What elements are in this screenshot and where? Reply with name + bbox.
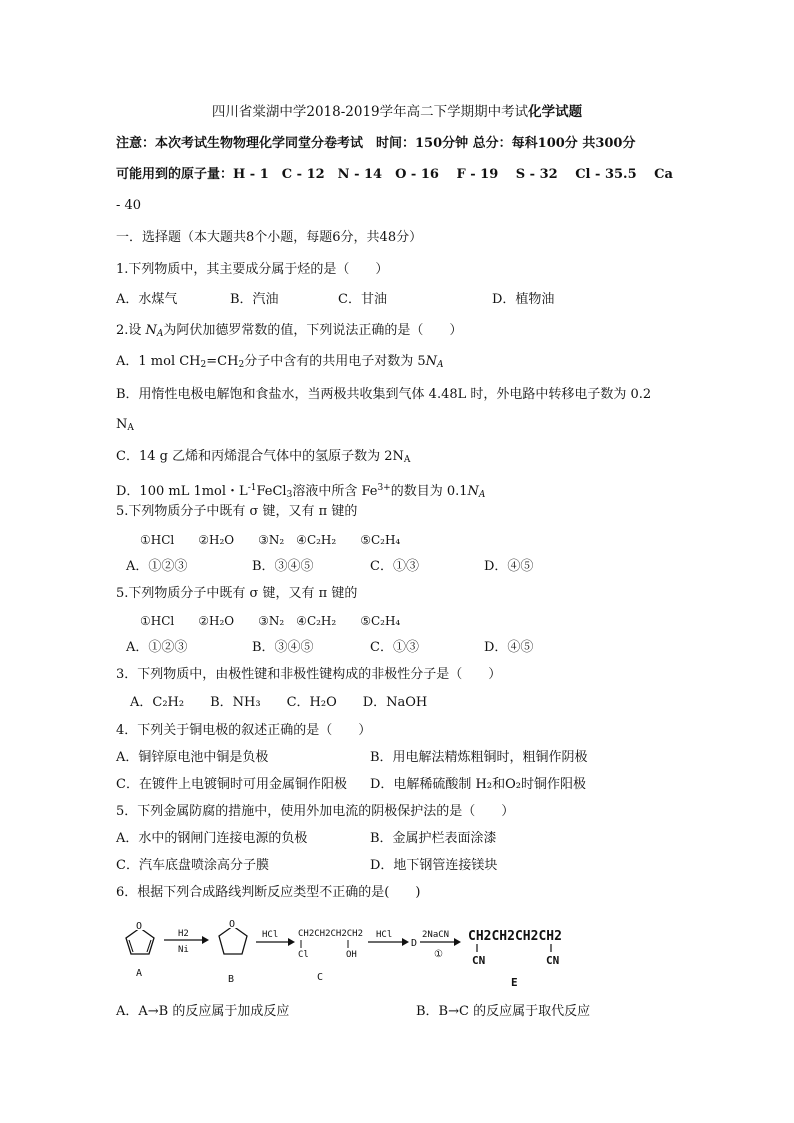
question-5a-option-c: C．①③ <box>370 559 419 574</box>
reagent-2nacn: 2NaCN <box>422 930 450 940</box>
exam-notice: 注意：本次考试生物物理化学同堂分卷考试 时间：150分钟 总分：每科100分 共300分 <box>116 136 636 151</box>
question-1-stem: 1.下列物质中，其主要成分属于烃的是（ ） <box>116 262 389 277</box>
question-5c-stem: 5．下列金属防腐的措施中，使用外加电流的阴极保护法的是（ ） <box>116 804 515 819</box>
compound-e <box>468 929 562 989</box>
question-5a-option-b: B．③④⑤ <box>252 559 314 574</box>
compound-e-cyano-2: CN <box>546 954 560 967</box>
arrow-h2-ni <box>164 929 209 955</box>
compound-e-label: E <box>511 976 518 989</box>
atomic-mass-line-2: - 40 <box>116 198 142 213</box>
question-6-option-b: B．B→C 的反应属于取代反应 <box>416 1004 591 1019</box>
question-5b-option-c: C．①③ <box>370 640 419 655</box>
question-1-option-a: A．水煤气 <box>116 292 178 307</box>
compound-b-label: B <box>228 974 235 985</box>
question-6-stem: 6．根据下列合成路线判断反应类型不正确的是( ) <box>116 885 421 900</box>
question-2-option-b-line-2: $N_A$ <box>116 417 134 433</box>
question-2-option-c: C．14 g 乙烯和丙烯混合气体中的氢原子数为 $2N_A$ <box>116 449 411 465</box>
reagent-hcl-2: HCl <box>376 930 393 940</box>
arrow-2nacn <box>420 930 461 960</box>
question-5a-items: ①HCl ②H₂O ③N₂ ④C₂H₂ ⑤C₂H₄ <box>140 533 401 547</box>
compound-d-label: D <box>411 938 418 949</box>
question-1-option-b: B．汽油 <box>230 292 279 307</box>
compound-c <box>298 929 363 983</box>
reagent-ni: Ni <box>178 945 189 955</box>
question-3-stem: 3．下列物质中，由极性键和非极性键构成的非极性分子是（ ） <box>116 667 502 682</box>
question-1-option-c: C．甘油 <box>338 292 387 307</box>
compound-a-label: A <box>136 968 143 979</box>
question-2-option-d: D．100 mL 1mol・$L^{-1}FeCl_3$溶液中所含 $Fe^{3+}$的数目为 $0.1N_A$ <box>116 483 486 500</box>
compound-b-oxygen: O <box>229 919 236 930</box>
compound-e-chain: CH2CH2CH2CH2 <box>468 929 562 944</box>
arrow-hcl-1 <box>256 930 295 946</box>
question-2-stem: 2.设 $N_A$为阿伏加德罗常数的值，下列说法正确的是（ ） <box>116 323 463 339</box>
question-2-option-a: A．1 mol $CH_2=CH_2$分子中含有的共用电子对数为 $5N_A$ <box>116 354 444 370</box>
compound-b-thf <box>219 918 247 985</box>
question-3-options: A．C₂H₂ B．NH₃ C．H₂O D．NaOH <box>130 695 428 710</box>
question-4-stem: 4．下列关于铜电极的叙述正确的是（ ） <box>116 723 372 738</box>
arrow-hcl-2 <box>368 930 417 949</box>
question-5b-option-b: B．③④⑤ <box>252 640 314 655</box>
question-5c-option-a: A．水中的钢闸门连接电源的负极 <box>116 831 308 846</box>
question-4-option-c: C．在镀件上电镀铜时可用金属铜作阳极 <box>116 777 347 792</box>
reagent-step-marker: ① <box>434 949 443 960</box>
reagent-h2: H2 <box>178 929 189 939</box>
question-5a-stem: 5.下列物质分子中既有 σ 键，又有 π 键的 <box>116 504 358 519</box>
question-4-option-d: D．电解稀硫酸制 H₂和O₂时铜作阳极 <box>370 777 586 792</box>
question-2-option-b-line-1: B．用惰性电极电解饱和食盐水，当两极共收集到气体 4.48L 时，外电路中转移电子数为 0.2 <box>116 387 652 402</box>
compound-a-furan <box>126 920 154 979</box>
question-5c-option-b: B．金属护栏表面涂漆 <box>370 831 497 846</box>
reagent-hcl-1: HCl <box>262 930 279 940</box>
section-heading: 一．选择题（本大题共8个小题，每题6分，共48分） <box>116 230 423 245</box>
page-title: 四川省棠湖中学2018-2019学年高二下学期期中考试化学试题 <box>211 104 583 120</box>
compound-e-cyano-1: CN <box>472 954 486 967</box>
question-6-option-a: A．A→B 的反应属于加成反应 <box>116 1004 290 1019</box>
compound-c-hydroxyl: OH <box>346 950 357 960</box>
compound-c-chlorine: Cl <box>298 950 309 960</box>
compound-c-label: C <box>317 972 324 983</box>
question-5b-option-a: A．①②③ <box>126 640 188 655</box>
atomic-mass-line-1: 可能用到的原子量：H - 1 C - 12 N - 14 O - 16 F - 19 S - 32 Cl - 35.5 Ca <box>116 167 673 182</box>
question-5c-option-d: D．地下钢管连接镁块 <box>370 858 498 873</box>
question-5b-items: ①HCl ②H₂O ③N₂ ④C₂H₂ ⑤C₂H₄ <box>140 614 401 628</box>
question-5a-option-a: A．①②③ <box>126 559 188 574</box>
compound-c-chain: CH2CH2CH2CH2 <box>298 929 364 939</box>
question-5a-option-d: D．④⑤ <box>484 559 534 574</box>
question-4-option-b: B．用电解法精炼粗铜时，粗铜作阴极 <box>370 750 588 765</box>
synthesis-route-diagram <box>116 912 586 996</box>
question-4-option-a: A．铜锌原电池中铜是负极 <box>116 750 269 765</box>
compound-a-oxygen: O <box>136 921 143 932</box>
question-5b-option-d: D．④⑤ <box>484 640 534 655</box>
question-5c-option-c: C．汽车底盘喷涂高分子膜 <box>116 858 269 873</box>
question-5b-stem: 5.下列物质分子中既有 σ 键，又有 π 键的 <box>116 586 358 601</box>
question-1-option-d: D．植物油 <box>492 292 555 307</box>
